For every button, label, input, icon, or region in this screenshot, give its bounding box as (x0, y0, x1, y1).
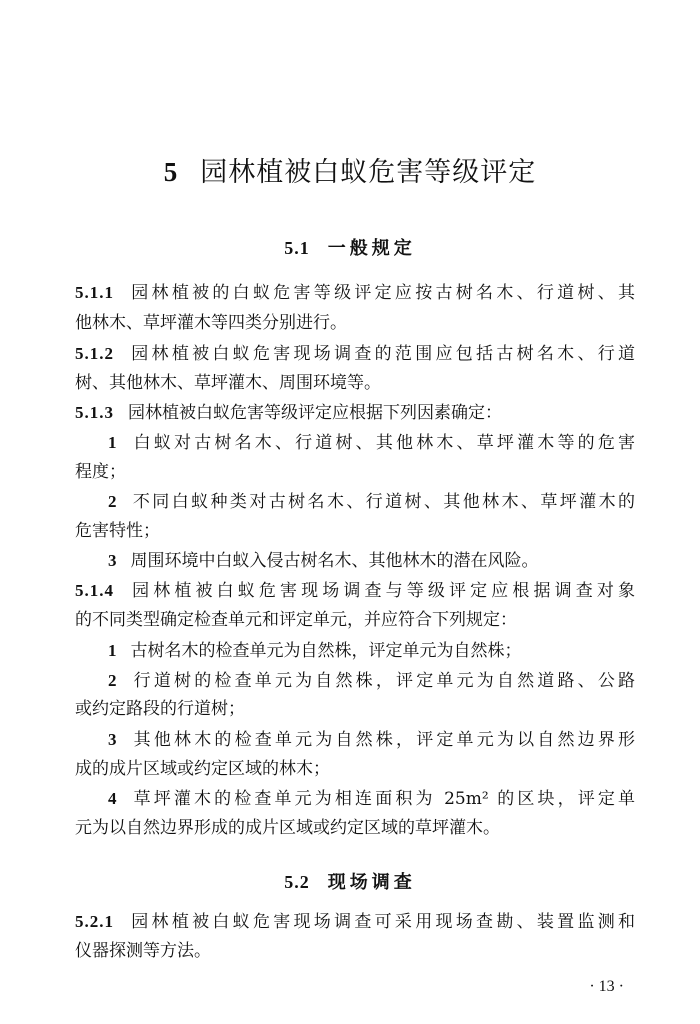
list-item-text: 草坪灌木的检查单元为相连面积为 25m² 的区块，评定单 (130, 789, 635, 809)
clause-text: 园林植被白蚁危害现场调查可采用现场查勘、装置监测和 (128, 912, 635, 932)
list-item-text: 行道树的检查单元为自然株，评定单元为自然道路、公路 (130, 671, 635, 691)
clause-number: 5.1.2 (75, 344, 114, 363)
paragraph-text: 的不同类型确定检查单元和评定单元，并应符合下列规定： (75, 610, 517, 630)
clause-line (75, 284, 635, 302)
clause-text: 园林植被白蚁危害等级评定应根据下列因素确定： (128, 403, 502, 423)
paragraph-text: 或约定路段的行道树； (75, 699, 245, 719)
list-item-number: 3 (108, 551, 117, 570)
paragraph-line (75, 375, 381, 392)
paragraph-text: 他林木、草坪灌木等四类分别进行。 (75, 313, 347, 333)
paragraph-line (75, 701, 245, 718)
list-item-text: 不同白蚁种类对古树名木、行道树、其他林木、草坪灌木的 (130, 492, 635, 512)
list-item-line (108, 493, 635, 511)
paragraph-text: 危害特性； (75, 521, 160, 541)
paragraph-line (75, 820, 500, 837)
section-number: 5.2 (284, 872, 310, 892)
list-item-text: 白蚁对古树名木、行道树、其他林木、草坪灌木等的危害 (130, 433, 635, 453)
paragraph-text: 树、其他林木、草坪灌木、周围环境等。 (75, 373, 381, 393)
clause-text: 园林植被白蚁危害现场调查与等级评定应根据调查对象 (128, 581, 635, 601)
clause-number: 5.1.3 (75, 403, 114, 422)
list-item-text: 古树名木的检查单元为自然株，评定单元为自然株； (130, 641, 522, 661)
section-title-text: 一般规定 (327, 238, 416, 259)
list-item-line (108, 672, 635, 690)
paragraph-line (75, 761, 330, 778)
section-title-text: 现场调查 (327, 872, 416, 893)
list-item-number: 1 (108, 433, 117, 452)
list-item-line (108, 731, 635, 749)
paragraph-line (75, 943, 211, 960)
list-item-number: 2 (108, 492, 117, 511)
section-title (0, 234, 700, 260)
paragraph-text: 元为以自然边界形成的成片区域或约定区域的草坪灌木。 (75, 818, 500, 838)
list-item-line (108, 790, 635, 808)
list-item-line (108, 434, 635, 452)
paragraph-text: 仪器探测等方法。 (75, 941, 211, 961)
list-item-line (108, 552, 539, 570)
clause-text: 园林植被白蚁危害现场调查的范围应包括古树名木、行道 (128, 344, 635, 364)
list-item-number: 3 (108, 730, 117, 749)
paragraph-text: 程度； (75, 462, 126, 482)
list-item-line (108, 642, 522, 660)
page-number: · 13 · (589, 978, 624, 995)
clause-text: 园林植被的白蚁危害等级评定应按古树名木、行道树、其 (128, 283, 635, 303)
paragraph-line (75, 612, 517, 629)
chapter-title-text: 园林植被白蚁危害等级评定 (200, 157, 537, 188)
clause-line (75, 345, 635, 363)
paragraph-line (75, 523, 160, 540)
paragraph-line (75, 315, 347, 332)
paragraph-line (75, 464, 126, 481)
list-item-text: 周围环境中白蚁入侵古树名木、其他林木的潜在风险。 (130, 551, 539, 571)
clause-number: 5.1.4 (75, 581, 114, 600)
section-title (0, 868, 700, 894)
chapter-title (0, 150, 700, 189)
clause-number: 5.1.1 (75, 283, 114, 302)
chapter-number: 5 (163, 157, 179, 187)
list-item-number: 2 (108, 671, 117, 690)
clause-number: 5.2.1 (75, 912, 114, 931)
clause-line (75, 913, 635, 931)
section-number: 5.1 (284, 238, 310, 258)
list-item-number: 4 (108, 789, 117, 808)
list-item-number: 1 (108, 641, 117, 660)
paragraph-text: 成的成片区域或约定区域的林木； (75, 759, 330, 779)
list-item-text: 其他林木的检查单元为自然株，评定单元为以自然边界形 (130, 730, 635, 750)
clause-line (75, 404, 502, 422)
clause-line (75, 582, 635, 600)
